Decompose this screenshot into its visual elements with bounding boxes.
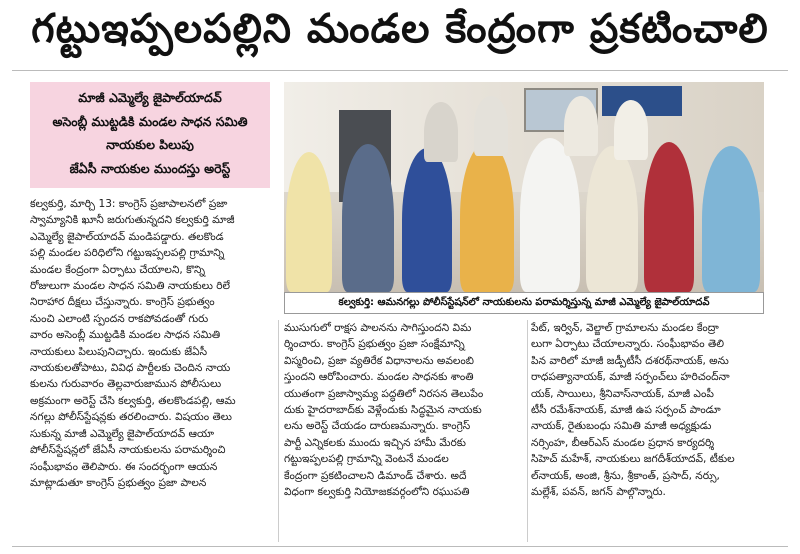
photo-caption: కల్వకుర్తి: ఆమనగల్లు పోలీస్‌స్టేషన్‌లో నాయకులను పరామర్శిస్తున్న మాజీ ఎమ్మెల్యే జైపాల్‌యాదవ్ xyxy=(284,292,764,314)
article-line: నాయకులు పిలుపునిచ్చారు. ఇందుకు జేఏసీ xyxy=(30,345,208,358)
photo-person xyxy=(474,96,508,156)
column-divider xyxy=(278,320,279,542)
article-column-2 xyxy=(284,320,524,500)
photo-person xyxy=(286,152,332,292)
news-photo xyxy=(284,82,764,292)
article-line: నాయక్, రైతుబంధు సమితి మాజీ అధ్యక్షుడు xyxy=(531,420,712,433)
photo-person xyxy=(702,146,760,292)
article-line: కులను గురువారం తెల్లవారుజామున పోలీసులు xyxy=(30,378,222,391)
article-line: కేంద్రంగా ప్రకటించాలని డిమాండ్ చేశారు. అదే xyxy=(284,469,467,482)
photo-person xyxy=(520,138,580,292)
article-line: యుతంగా ప్రజాస్వామ్య పద్ధతిలో నిరసన తెలుపేం xyxy=(284,387,484,400)
article-line: ల్‌నాయక్, అంజి, శ్రీను, శ్రీకాంత్, ప్రసాద్, నర్సు, xyxy=(531,469,720,482)
photo-person xyxy=(460,142,514,292)
article-line: యక్, సాయిలు, శ్రీనివాస్‌నాయక్, మాజీ ఎంపీ xyxy=(531,387,714,400)
headline: గట్టుఇప్పలపల్లిని మండల కేంద్రంగా ప్రకటించాలి xyxy=(31,6,769,52)
subheading-line-2: అసెంబ్లీ ముట్టడికి మండల సాధన సమితి xyxy=(52,113,248,129)
subheading-line-3: నాయకుల పిలుపు xyxy=(106,137,194,153)
photo-person xyxy=(564,96,598,156)
article-line: పల్లి మండల పరిధిలోని గట్టుఇప్పలపల్లి గ్రామాన్ని xyxy=(30,247,225,260)
article-line: నాయకులతోపాటు, వివిధ పార్టీలకు చెందిన నాయ xyxy=(30,362,231,375)
article-line: మల్లేశ్, పవన్, జగన్ పాల్గొన్నారు. xyxy=(531,486,666,499)
article-line: మండల కేంద్రంగా ఏర్పాటు చేయాలని, కొన్ని xyxy=(30,263,206,276)
article-line: స్వామ్యానికి ఖూనీ జరుగుతున్నదని కల్వకుర్తి మాజీ xyxy=(30,214,235,227)
article-line: ర్శించారు. కాంగ్రెస్ ప్రభుత్వం ప్రజా సంక్షేమాన్ని xyxy=(284,338,465,351)
bottom-divider xyxy=(12,546,788,547)
photo-person xyxy=(424,102,458,162)
photo-person xyxy=(342,144,394,292)
article-line: కల్వకుర్తి, మార్చి 13: కాంగ్రెస్ ప్రజాపాలనలో ప్రజా xyxy=(30,198,228,210)
article-column-1 xyxy=(30,196,275,491)
article-line: నుంచి ఎలాంటి స్పందన రాకపోవడంతో గురు xyxy=(30,312,209,325)
article-line: విస్మరించి, ప్రజా వ్యతిరేక విధానాలను అవలంబి xyxy=(284,354,474,367)
article-line: రాధపత్యానాయక్, మాజీ సర్పంచ్‌లు హరిచంద్‌నా xyxy=(531,371,730,384)
photo-person xyxy=(644,142,694,292)
subheading-box xyxy=(30,82,270,188)
article-line: మాట్లాడుతూ కాంగ్రెస్ ప్రభుత్వం ప్రజా పాలన xyxy=(30,476,207,489)
article-line: ముసుగులో రాక్షస పాలనను సాగిస్తుందని విమ xyxy=(284,322,472,334)
photo-person xyxy=(614,100,648,160)
article-line: వారం అసెంబ్లీ ముట్టడికి మండల సాధన సమితి xyxy=(30,329,221,342)
subheading-line-1: మాజీ ఎమ్మెల్యే జైపాల్‌యాదవ్ xyxy=(78,90,222,106)
article-line: లుగా ఏర్పాటు చేయాలన్నారు. సంఘీభావం తెలి xyxy=(531,338,724,351)
article-line: దుకు హైదరాబాద్‌కు వెళ్లేందుకు సిద్ధమైన నాయకు xyxy=(284,404,482,417)
subheading-line-4: జేఏసీ నాయకుల ముందస్తు అరెస్ట్ xyxy=(69,160,231,176)
article-line: పేట్, ఇర్విన్, వెల్జాల్ గ్రామాలను మండల కేంద్రా xyxy=(531,322,719,334)
article-line: రోజులుగా మండల సాధన సమితి నాయకులు రిలే xyxy=(30,280,231,293)
article-line: సిహెచ్ మహేశ్, నాయకులు జగదీశ్‌యాదవ్, టీకుల xyxy=(531,453,735,466)
article-column-3 xyxy=(531,320,771,500)
article-line: పోలీస్‌స్టేషన్లలో జేఏసీ నాయకులను పరామర్శించి xyxy=(30,444,226,457)
article-line: సుకున్న మాజీ ఎమ్మెల్యే జైపాల్‌యాదవ్ ఆయా xyxy=(30,427,214,440)
article-line: టీసీ రమేశ్‌నాయక్, మాజీ ఉప సర్పంచ్ పాండూ xyxy=(531,404,721,417)
article-line: లను అరెస్ట్ చేయడం దారుణమన్నారు. కాంగ్రెస్ xyxy=(284,420,471,433)
article-line: పార్టీ ఎన్నికలకు ముందు ఇచ్చిన హామీ మేరకు xyxy=(284,436,466,449)
column-divider xyxy=(527,320,528,542)
article-line: విధంగా కల్వకుర్తి నియోజకవర్గంలోని రఘుపతి xyxy=(284,486,470,499)
article-line: నగల్లు పోలీస్‌స్టేషన్లకు తరలించారు. విషయం తెలు xyxy=(30,411,232,424)
photo-person xyxy=(402,148,452,292)
article-line: నిరాహార దీక్షలు చేస్తున్నారు. కాంగ్రెస్ ప్రభుత్వం xyxy=(30,296,215,309)
article-line: గట్టుఇప్పలపల్లి గ్రామాన్ని వెంటనే మండల xyxy=(284,453,449,466)
article-line: అక్రమంగా అరెస్ట్ చేసి కల్వకుర్తి, తలకొండపల్లి, ఆమ xyxy=(30,394,236,407)
top-divider xyxy=(12,70,788,71)
article-line: పిన వారిలో మాజీ జడ్పీటీసీ దశరథ్‌నాయక్, అను xyxy=(531,354,729,367)
article-line: సంఘీభావం తెలిపారు. ఈ సందర్భంగా ఆయన xyxy=(30,460,218,473)
article-line: స్తుందని ఆరోపించారు. మండల సాధనకు శాంతి xyxy=(284,371,474,384)
article-line: ఎమ్మెల్యే జైపాల్‌యాదవ్ మండిపడ్డారు. తలకొండ xyxy=(30,230,224,243)
photo-person xyxy=(586,146,638,292)
article-line: నర్సింహ, బీఆర్ఎస్ మండల ప్రధాన కార్యదర్శి xyxy=(531,436,715,449)
